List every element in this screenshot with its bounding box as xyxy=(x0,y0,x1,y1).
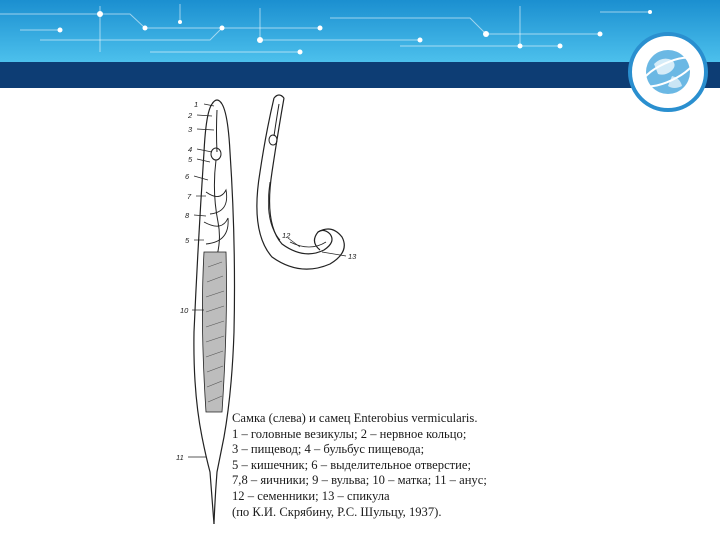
caption-line: 12 – семенники; 13 – спикула xyxy=(232,488,390,503)
label-female-3: 3 xyxy=(188,125,193,134)
globe-icon xyxy=(628,30,708,114)
label-female-1: 1 xyxy=(194,100,199,109)
label-male-12: 12 xyxy=(282,231,291,240)
caption-title: Самка (слева) и самец Enterobius vermicularis. xyxy=(232,411,478,425)
label-female-5: 5 xyxy=(188,155,193,164)
label-female-4: 4 xyxy=(188,145,193,154)
caption-line: 1 – головные везикулы; 2 – нервное кольцо; xyxy=(232,426,467,441)
figure-caption xyxy=(232,411,552,520)
label-female-11: 11 xyxy=(176,453,184,462)
caption-line: 7,8 – яичники; 9 – вульва; 10 – матка; 11 – анус; xyxy=(232,473,487,488)
header-banner xyxy=(0,0,720,88)
label-female-10: 10 xyxy=(180,306,189,315)
label-female-8: 8 xyxy=(185,211,190,220)
label-male-13: 13 xyxy=(348,252,357,261)
caption-line: 3 – пищевод; 4 – бульбус пищевода; xyxy=(232,442,425,457)
label-female-7: 7 xyxy=(187,192,192,201)
male-worm xyxy=(257,95,344,269)
caption-source: (по К.И. Скрябину, Р.С. Шульцу, 1937). xyxy=(232,504,442,519)
label-female-5b: 5 xyxy=(185,236,190,245)
circuit-pattern xyxy=(0,0,720,88)
caption-line: 5 – кишечник; 6 – выделительное отверстие; xyxy=(232,457,471,472)
label-female-2: 2 xyxy=(188,111,193,120)
label-female-6: 6 xyxy=(185,172,190,181)
female-worm xyxy=(194,100,235,524)
